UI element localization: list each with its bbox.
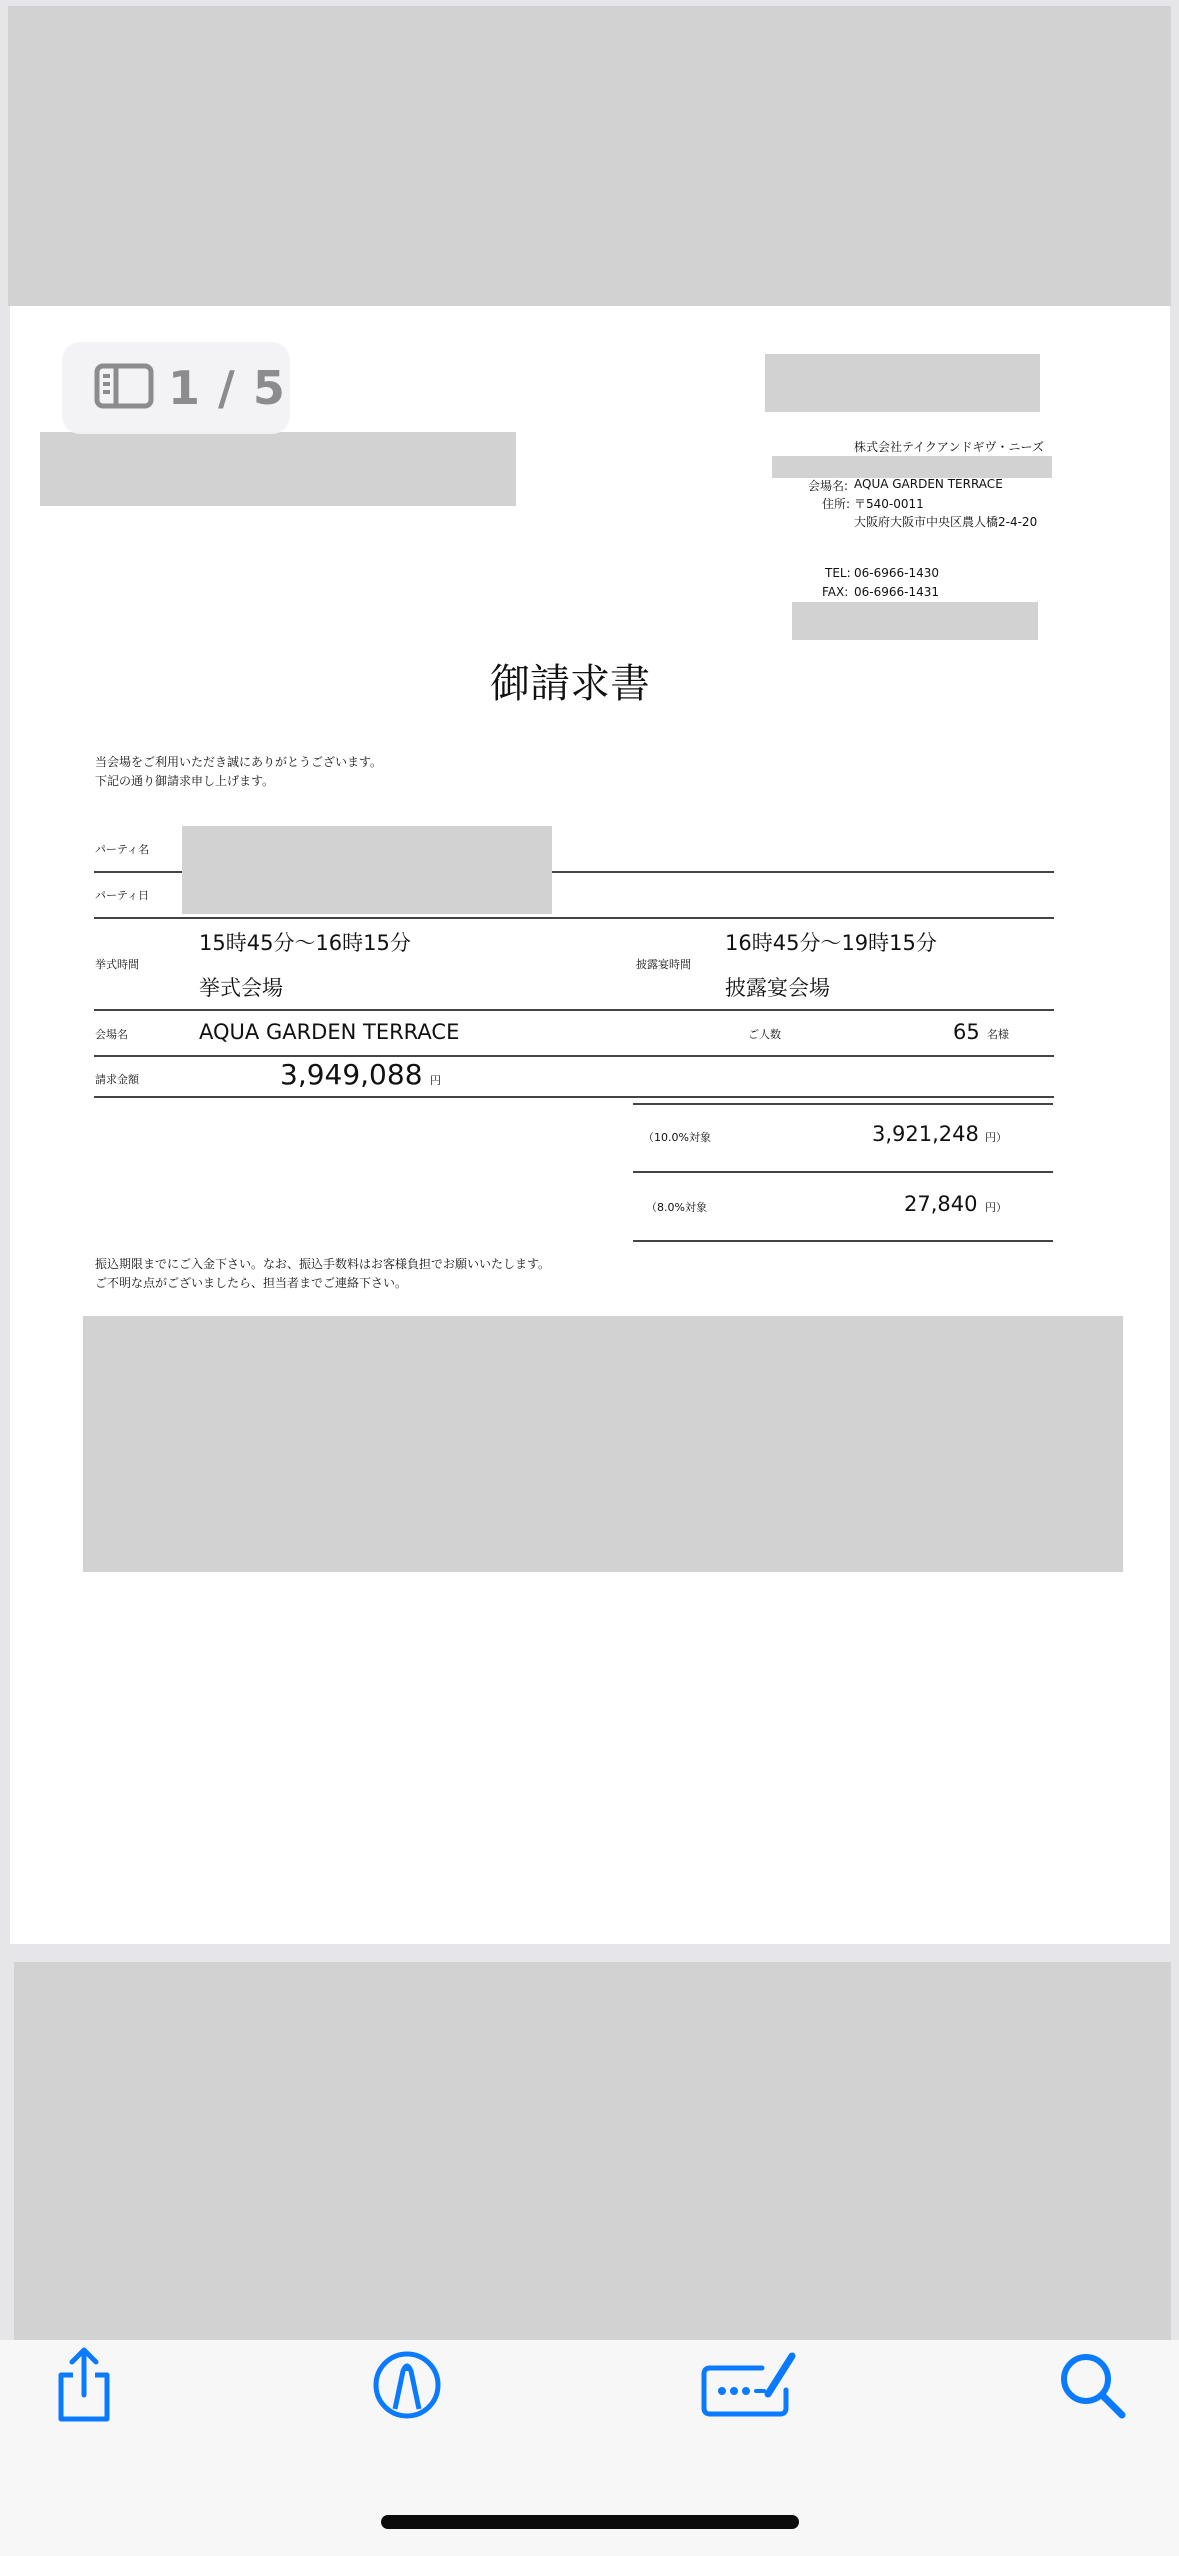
row-divider: [94, 1009, 1054, 1011]
row-divider: [94, 1096, 1054, 1098]
venue-label: 会場名:: [808, 479, 849, 493]
redacted-stamp: [792, 602, 1038, 640]
tax-divider: [633, 1103, 1053, 1105]
redacted-bank-details: [83, 1316, 1123, 1572]
share-icon: [49, 2345, 119, 2425]
party-name-label: パーティ名: [95, 843, 150, 856]
redacted-logo: [765, 354, 1040, 412]
sidebar-icon[interactable]: [94, 363, 154, 413]
invoice-title: 御請求書: [490, 661, 650, 707]
row-divider: [94, 917, 1054, 919]
redacted-next-page: [14, 1962, 1171, 2342]
amount-unit: 円: [430, 1074, 441, 1087]
ceremony-time: 15時45分～16時15分: [199, 931, 411, 955]
ceremony-venue: 挙式会場: [199, 976, 283, 1000]
ceremony-time-label: 挙式時間: [95, 958, 139, 971]
home-indicator[interactable]: [381, 2515, 799, 2529]
redacted-company-line: [772, 456, 1052, 478]
address: 大阪府大阪市中央区農人橋2-4-20: [854, 515, 1038, 529]
greeting-line-2: 下記の通り御請求申し上げます。: [95, 774, 275, 788]
note-line-2: ご不明な点がございましたら、担当者までご連絡下さい。: [95, 1276, 408, 1290]
tel-value: 06-6966-1430: [854, 566, 940, 580]
redacted-party-info: [182, 826, 552, 914]
greeting-line-1: 当会場をご利用いただき誠にありがとうございます。: [95, 755, 383, 769]
tax8-value: 27,840: [904, 1192, 978, 1216]
note-line-1: 振込期限までにご入金下さい。なお、振込手数料はお客様負担でお願いいたします。: [95, 1257, 551, 1271]
markup-button[interactable]: [367, 2345, 447, 2425]
reception-time-label: 披露宴時間: [636, 958, 691, 971]
tax-divider: [633, 1240, 1053, 1242]
party-date-label: パーティ日: [95, 889, 150, 902]
tax8-label: （8.0%対象: [646, 1201, 707, 1214]
address-label: 住所:: [822, 497, 851, 511]
tax10-label: （10.0%対象: [643, 1131, 711, 1144]
fax-label: FAX:: [822, 585, 849, 599]
hall-value: AQUA GARDEN TERRACE: [199, 1020, 460, 1044]
page-number: 1 / 5: [168, 361, 286, 415]
reception-venue: 披露宴会場: [725, 976, 830, 1000]
redacted-header-area: [8, 6, 1171, 306]
redacted-recipient: [40, 432, 516, 506]
fax-value: 06-6966-1431: [854, 585, 940, 599]
tel-label: TEL:: [825, 566, 851, 580]
reception-time: 16時45分～19時15分: [725, 931, 937, 955]
tax8-unit: 円）: [985, 1201, 1007, 1214]
hall-label: 会場名: [95, 1028, 128, 1041]
amount-value: 3,949,088: [280, 1058, 423, 1091]
markup-icon: [369, 2347, 445, 2423]
guests-label: ご人数: [748, 1028, 781, 1041]
tax-divider: [633, 1171, 1053, 1173]
tax10-value: 3,921,248: [872, 1122, 979, 1146]
company-name: 株式会社テイクアンドギヴ・ニーズ: [854, 440, 1044, 454]
search-button[interactable]: [1052, 2345, 1132, 2425]
document-page[interactable]: [10, 306, 1170, 1944]
guests-unit: 名様: [987, 1028, 1009, 1041]
amount-label: 請求金額: [95, 1073, 139, 1086]
tax10-unit: 円）: [985, 1131, 1007, 1144]
postal-code: 〒540-0011: [854, 497, 924, 511]
signature-button[interactable]: [700, 2345, 800, 2425]
guests-value: 65: [953, 1020, 980, 1044]
venue-value: AQUA GARDEN TERRACE: [854, 477, 1003, 491]
share-button[interactable]: [44, 2345, 124, 2425]
signature-icon: [700, 2350, 800, 2420]
search-icon: [1056, 2349, 1128, 2421]
row-divider: [94, 1055, 1054, 1057]
page-indicator[interactable]: [62, 342, 290, 434]
